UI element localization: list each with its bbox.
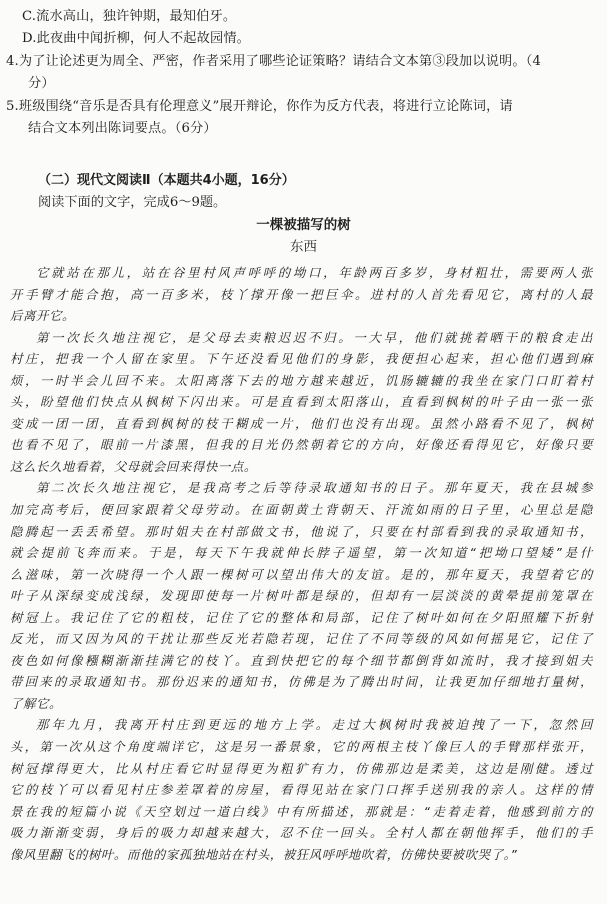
article-paragraph-line: 头，盼望他们快点从枫树下闪出来。可是直看到太阳落山，直看到枫树的叶子由一张一张 (10, 394, 593, 410)
question-5-line-2: 结合文本列出陈词要点。（6分） (28, 121, 217, 137)
article-paragraph-line: 开手臂才能合抱，高一百多米，枝丫撑开像一把巨伞。进村的人首先看见它，离村的人最 (10, 286, 593, 302)
article-paragraph-line: 这么长久地看着，父母就会回来得快一点。 (10, 458, 257, 474)
article-paragraph-line: 加完高考后，便回家跟着父母劳动。在面朝黄土背朝天、汗流如雨的日子里，心里总是隐 (10, 502, 593, 518)
article-paragraph-line: 变成一团一团，直看到枫树的枝干糊成一片，他们也没有出现。虽然小路看不见了，枫树 (10, 415, 593, 431)
question-4-line-1: 4.为了让论述更为周全、严密，作者采用了哪些论证策略？请结合文本第③段加以说明。（4 (6, 53, 541, 69)
article-paragraph-line: 反光，而又因为风的干扰让那些反光若隐若现，记住了不同等级的风如何摇晃它，记住了 (10, 631, 593, 647)
reading-section-header (0, 170, 607, 258)
article-paragraph-line: 它的枝丫可以看见村庄参差罩着的房屋，看得见站在家门口挥手送别我的亲人。这样的情 (10, 782, 593, 798)
article-body (0, 262, 607, 865)
article-paragraph-line: 那年九月，我离开村庄到更远的地方上学。走过大枫树时我被迫拽了一下，忽然回 (36, 717, 593, 733)
article-paragraph-line: 就会提前飞奔而来。于是，每天下午我就伸长脖子遥望，第一次知道“把坳口望矮”是什 (10, 545, 593, 561)
question-5-line-1: 5.班级围绕“音乐是否具有伦理意义”展开辩论，你作为反方代表，将进行立论陈词，请 (6, 98, 513, 114)
article-paragraph-line: 带回来的录取通知书。那份迟来的通知书，仿佛是为了腾出时间，让我更加仔细地打量树， (10, 674, 593, 690)
question-5 (0, 96, 607, 141)
option-d: D.此夜曲中闻折柳，何人不起故园情。 (22, 31, 250, 47)
article-author: 东西 (290, 239, 317, 255)
question-4-line-2: 分） (28, 76, 55, 92)
article-paragraph-line: 吸力渐渐变弱，身后的吸力却越来越大，忍不住一回头。全村人都在朝他挥手，他们的手 (10, 825, 593, 841)
article-paragraph-line: 第一次长久地注视它，是父母去卖粮迟迟不归。一大早，他们就挑着晒干的粮食走出 (36, 329, 593, 345)
article-paragraph-line: 第二次长久地注视它，是我高考之后等待录取通知书的日子。那年夏天，我在县城参 (36, 480, 593, 496)
article-paragraph-line: 后离开它。 (10, 308, 75, 324)
article-paragraph-line: 它就站在那儿，站在谷里村风声呼呼的坳口，年龄两百多岁，身材粗壮，需要两人张 (36, 265, 593, 280)
question-4 (0, 51, 607, 96)
article-paragraph-line: 隐腾起一丢丢希望。那时姐夫在村部做文书，他说了，只要在村部看到我的录取通知书， (10, 523, 593, 539)
article-paragraph-line: 了解它。 (10, 695, 62, 711)
option-c: C.流水高山，独许钟期，最知伯牙。 (22, 9, 237, 24)
previous-question-options (0, 6, 607, 140)
article-paragraph-line: 景在我的短篇小说《天空划过一道白线》中有所描述，那就是：“走着走着，他感到前方的 (10, 803, 593, 819)
article-title: 一棵被描写的树 (256, 217, 351, 233)
article-paragraph-line: 烦，一时半会儿回不来。太阳离落下去的地方越来越近，饥肠辘辘的我坐在家门口盯着村 (10, 372, 593, 388)
article-paragraph-line: 树冠上。我记住了它的粗枝，记住了它的整体和局部，记住了树叶如何在夕阳照耀下折射 (10, 609, 593, 625)
section-instruction: 阅读下面的文字，完成6～9题。 (38, 195, 227, 210)
article-paragraph-line: 么滋味，第一次晓得一个人跟一棵树可以望出伟大的友谊。是的，那年夏天，我望着它的 (10, 566, 593, 582)
article-paragraph-line: 村庄，把我一个人留在家里。下午还没看见他们的身影，我便担心起来，担心他们遇到麻 (10, 351, 593, 367)
article-paragraph-line: 像风里翻飞的树叶。而他的家孤独地站在村头，被狂风呼呼地吹着，仿佛快要被吹哭了。” (10, 846, 518, 862)
article-paragraph-line: 树冠撑得更大，比从村庄看它时显得更为粗犷有力，仿佛那边是柔美，这边是刚健。透过 (10, 760, 593, 776)
article-paragraph-line: 叶子从深绿变成浅绿，发现即使每一片树叶都是绿的，但却有一层淡淡的黄晕提前笼罩在 (10, 588, 593, 604)
article-paragraph-line: 头，第一次从这个角度端详它，这是另一番景象，它的两根主枝丫像巨人的手臂那样张开， (10, 739, 593, 755)
section-heading: （二）现代文阅读Ⅱ（本题共4小题，16分） (38, 173, 295, 188)
article-paragraph-line: 也看不见了，眼前一片漆黑，但我的目光仍然朝着它的方向，好像还看得见它，好像只要 (10, 437, 593, 453)
article-paragraph-line: 夜色如何像糨糊渐渐挂满它的枝丫。直到快把它的每个细节都倒背如流时，我才接到姐夫 (10, 652, 593, 668)
